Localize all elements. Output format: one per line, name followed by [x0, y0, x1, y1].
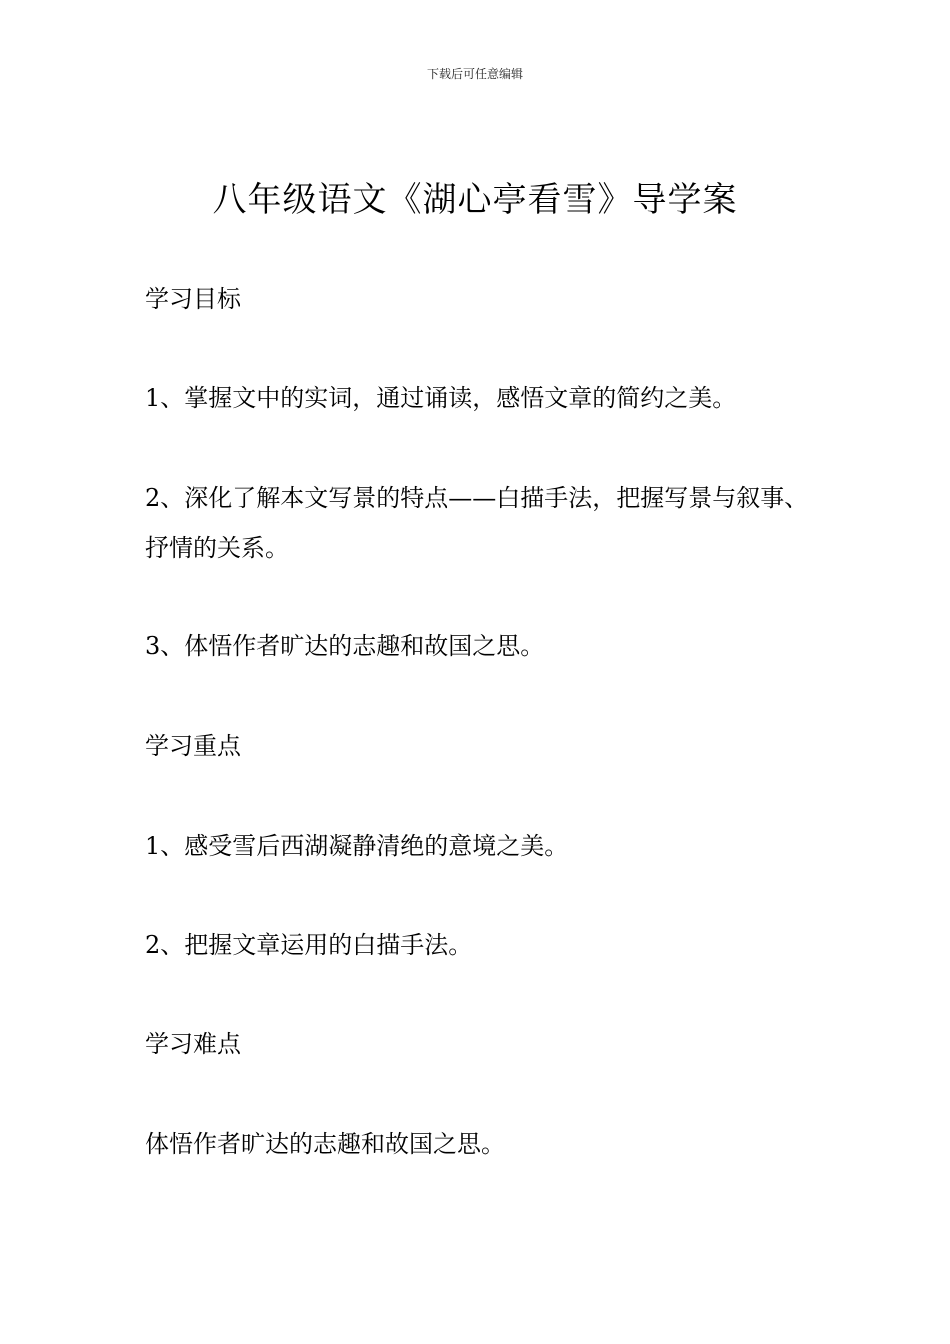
objective-item-3: 3、体悟作者旷达的志趣和故国之思。	[145, 632, 545, 660]
key-point-item-1: 1、感受雪后西湖凝静清绝的意境之美。	[145, 832, 569, 860]
key-point-item-2: 2、把握文章运用的白描手法。	[145, 931, 473, 959]
objective-item-1: 1、掌握文中的实词，通过诵读，感悟文章的简约之美。	[145, 384, 737, 412]
objective-item-2: 2、深化了解本文写景的特点——白描手法，把握写景与叙事、抒情的关系。	[145, 484, 809, 562]
difficulties-text: 体悟作者旷达的志趣和故国之思。	[145, 1130, 505, 1158]
objectives-heading: 学习目标	[145, 285, 241, 313]
header-note: 下载后可任意编辑	[426, 67, 523, 81]
document-title: 八年级语文《湖心亭看雪》导学案	[212, 180, 738, 220]
key-points-heading: 学习重点	[145, 732, 241, 760]
difficulties-heading: 学习难点	[145, 1030, 241, 1058]
